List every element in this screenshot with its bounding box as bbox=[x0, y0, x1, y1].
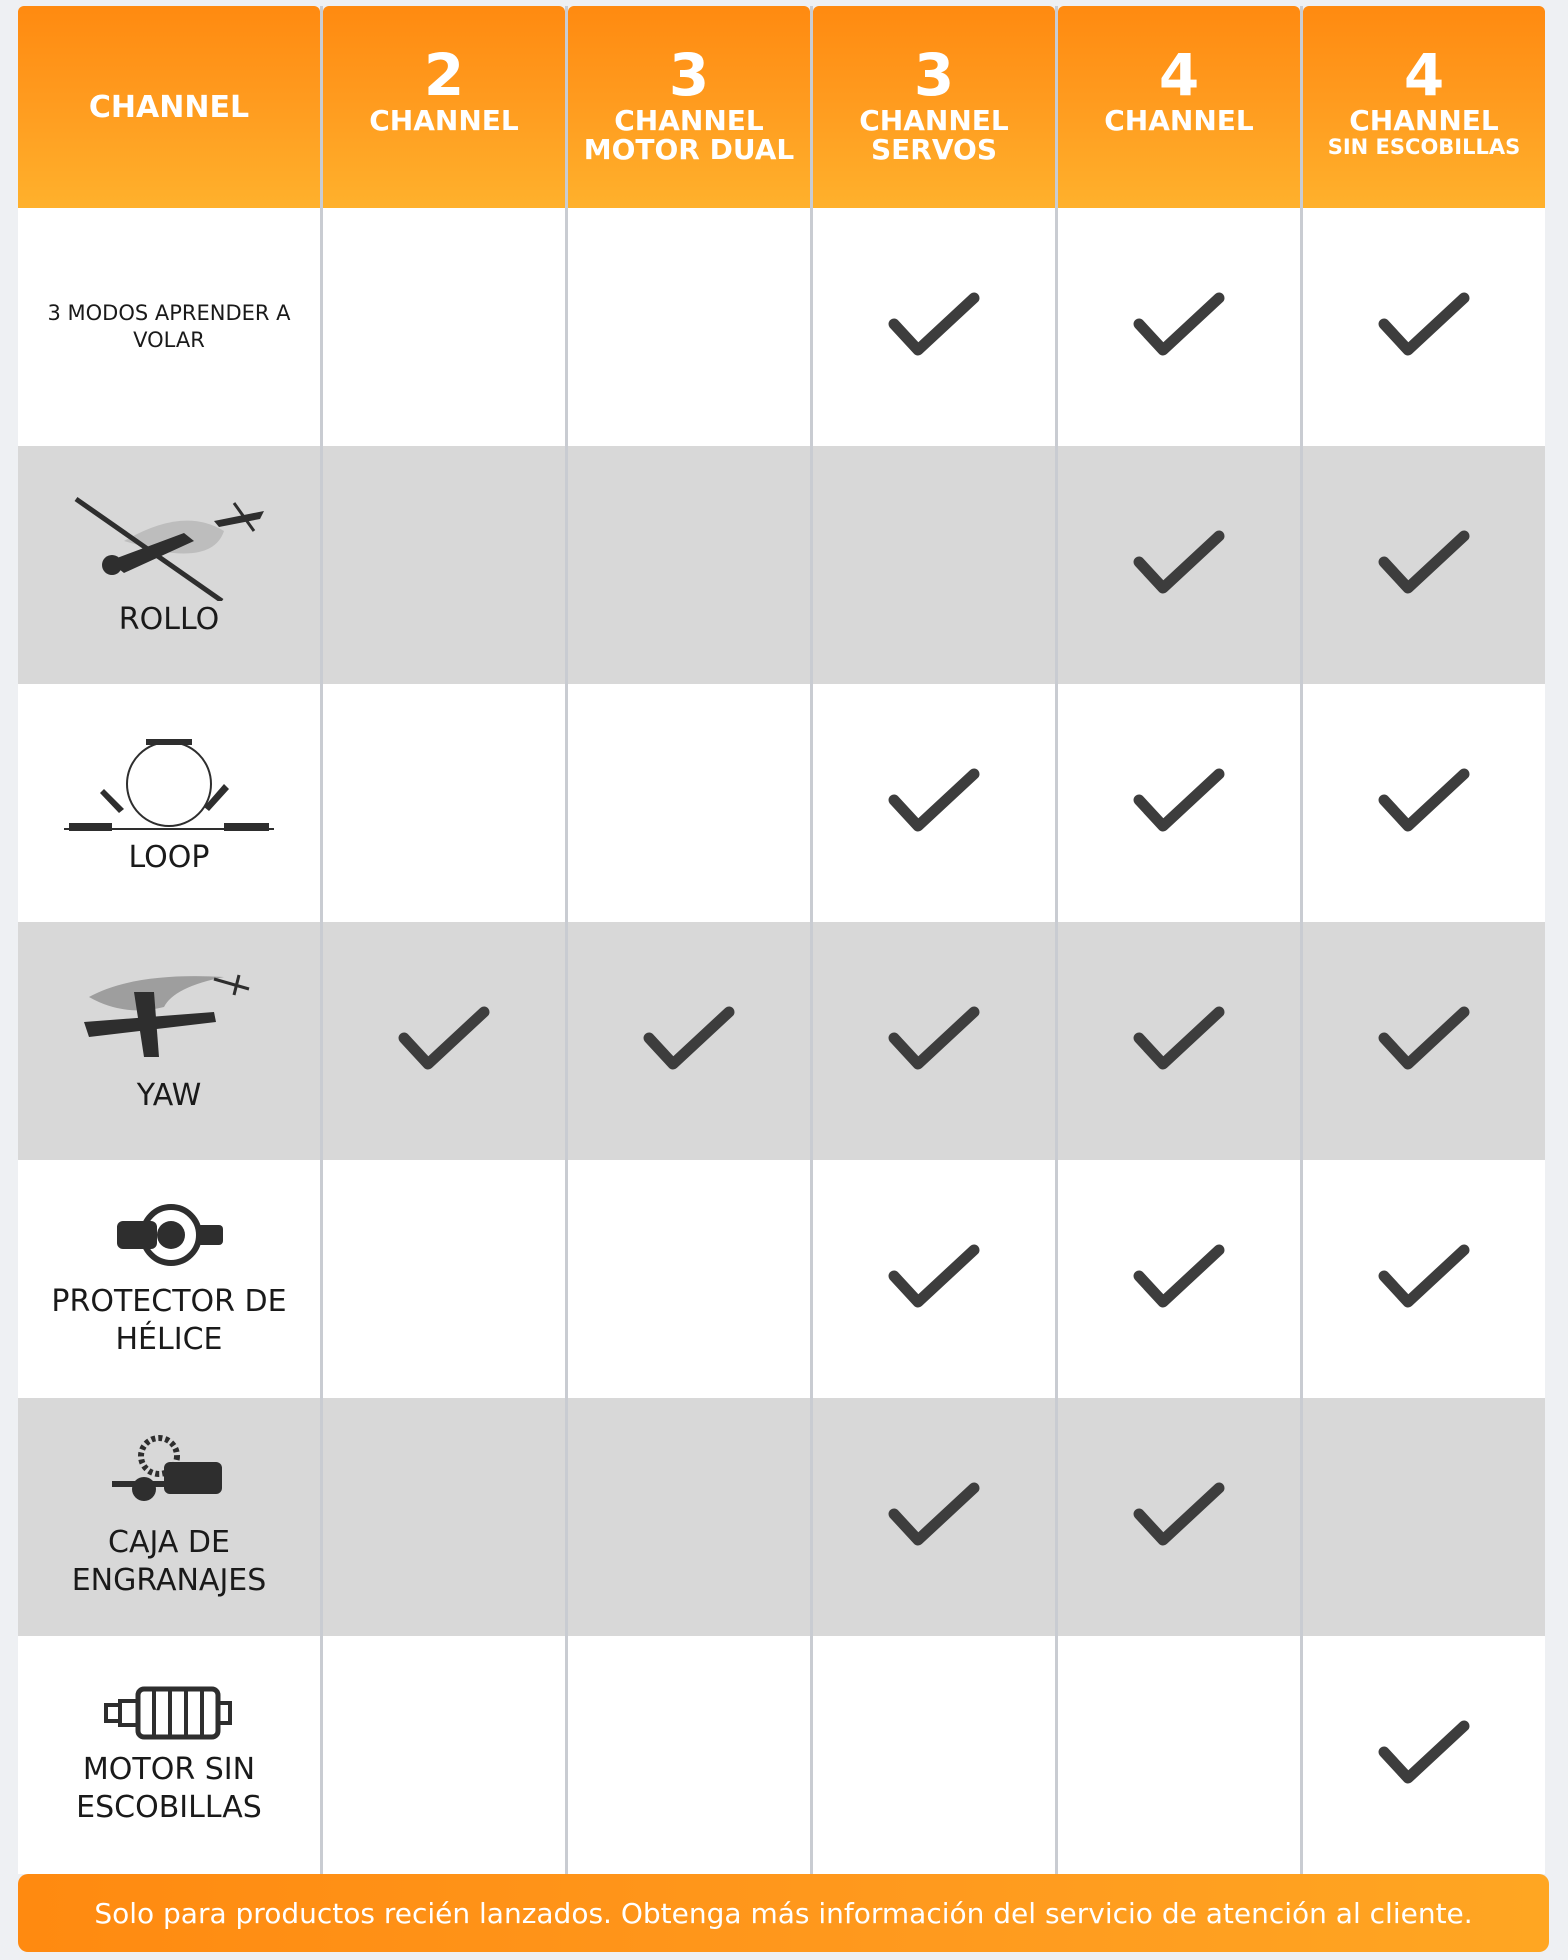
feature-cell bbox=[813, 922, 1055, 1160]
airplane-loop-icon bbox=[64, 729, 274, 839]
feature-cell bbox=[323, 446, 565, 684]
comparison-table bbox=[18, 6, 1549, 1885]
feature-cell bbox=[568, 1398, 810, 1636]
header-number: 3 bbox=[913, 41, 955, 109]
check-icon bbox=[643, 1006, 735, 1076]
feature-cell bbox=[813, 684, 1055, 922]
feature-cell bbox=[1303, 684, 1545, 922]
header-line1: CHANNEL bbox=[1349, 104, 1499, 137]
feature-cell bbox=[813, 1636, 1055, 1874]
feature-cell bbox=[568, 922, 810, 1160]
header-number: 3 bbox=[668, 41, 710, 109]
check-icon bbox=[888, 1482, 980, 1552]
feature-cell bbox=[813, 446, 1055, 684]
row-label-yaw bbox=[18, 922, 320, 1160]
feature-cell bbox=[568, 446, 810, 684]
feature-cell bbox=[813, 1398, 1055, 1636]
airplane-roll-icon bbox=[64, 491, 274, 601]
feature-cell bbox=[1303, 1160, 1545, 1398]
check-icon bbox=[1133, 1244, 1225, 1314]
feature-cell bbox=[1303, 1398, 1545, 1636]
check-icon bbox=[1133, 530, 1225, 600]
check-icon bbox=[1378, 1006, 1470, 1076]
feature-cell bbox=[323, 1398, 565, 1636]
check-icon bbox=[1378, 1244, 1470, 1314]
check-icon bbox=[888, 768, 980, 838]
feature-cell bbox=[568, 684, 810, 922]
check-icon bbox=[1378, 768, 1470, 838]
airplane-yaw-icon bbox=[64, 967, 274, 1077]
row-label-propeller-protector bbox=[18, 1160, 320, 1398]
header-channel-label: CHANNEL bbox=[88, 89, 250, 125]
feature-cell bbox=[1058, 1636, 1300, 1874]
feature-cell bbox=[323, 208, 565, 446]
feature-cell bbox=[1303, 922, 1545, 1160]
check-icon bbox=[1133, 292, 1225, 362]
feature-cell bbox=[1303, 446, 1545, 684]
feature-label: CAJA DE ENGRANAJES bbox=[71, 1525, 267, 1598]
feature-label: MOTOR SIN ESCOBILLAS bbox=[76, 1752, 262, 1825]
feature-cell bbox=[1058, 922, 1300, 1160]
check-icon bbox=[1378, 1720, 1470, 1790]
check-icon bbox=[1133, 768, 1225, 838]
header-number: 4 bbox=[1158, 41, 1200, 109]
feature-cell bbox=[1058, 208, 1300, 446]
feature-cell bbox=[1303, 208, 1545, 446]
header-line1: CHANNEL bbox=[859, 104, 1009, 137]
feature-cell bbox=[813, 1160, 1055, 1398]
header-col-1 bbox=[323, 6, 565, 208]
header-line2: SIN ESCOBILLAS bbox=[1327, 135, 1521, 159]
header-number: 4 bbox=[1403, 41, 1445, 109]
check-icon bbox=[1133, 1482, 1225, 1552]
feature-cell bbox=[813, 208, 1055, 446]
feature-cell bbox=[1058, 684, 1300, 922]
row-label-loop bbox=[18, 684, 320, 922]
header-line1: CHANNEL bbox=[614, 104, 764, 137]
check-icon bbox=[398, 1006, 490, 1076]
propeller-protector-icon bbox=[109, 1199, 229, 1269]
footer-note-banner bbox=[18, 1874, 1549, 1952]
header-col-2 bbox=[568, 6, 810, 208]
header-number: 2 bbox=[423, 41, 465, 109]
feature-label: LOOP bbox=[128, 840, 210, 875]
feature-label: PROTECTOR DE HÉLICE bbox=[51, 1284, 287, 1357]
check-icon bbox=[888, 1006, 980, 1076]
feature-cell bbox=[1303, 1636, 1545, 1874]
check-icon bbox=[1378, 530, 1470, 600]
feature-cell bbox=[1058, 1398, 1300, 1636]
feature-cell bbox=[568, 1636, 810, 1874]
feature-cell bbox=[323, 684, 565, 922]
brushless-motor-icon bbox=[104, 1683, 234, 1743]
feature-label: 3 MODOS APRENDER A VOLAR bbox=[47, 301, 291, 352]
header-col-3 bbox=[813, 6, 1055, 208]
check-icon bbox=[1378, 292, 1470, 362]
feature-label: ROLLO bbox=[118, 602, 220, 637]
check-icon bbox=[1133, 1006, 1225, 1076]
header-col-5 bbox=[1303, 6, 1545, 208]
feature-cell bbox=[568, 1160, 810, 1398]
header-line2: SERVOS bbox=[871, 133, 997, 166]
row-label-roll bbox=[18, 446, 320, 684]
feature-cell bbox=[1058, 1160, 1300, 1398]
feature-cell bbox=[568, 208, 810, 446]
feature-cell bbox=[323, 1636, 565, 1874]
header-channel bbox=[18, 6, 320, 208]
header-col-4 bbox=[1058, 6, 1300, 208]
row-label-brushless-motor bbox=[18, 1636, 320, 1874]
check-icon bbox=[888, 292, 980, 362]
gearbox-icon bbox=[104, 1434, 234, 1514]
feature-cell bbox=[1058, 446, 1300, 684]
header-line1: CHANNEL bbox=[1104, 104, 1254, 137]
footer-note: Solo para productos recién lanzados. Obtenga más información del servicio de atención al cliente. bbox=[94, 1896, 1473, 1930]
header-line2: MOTOR DUAL bbox=[583, 133, 795, 166]
check-icon bbox=[888, 1244, 980, 1314]
row-label-gearbox bbox=[18, 1398, 320, 1636]
header-line1: CHANNEL bbox=[369, 104, 519, 137]
feature-cell bbox=[323, 922, 565, 1160]
feature-cell bbox=[323, 1160, 565, 1398]
feature-label: YAW bbox=[136, 1078, 202, 1113]
row-label-learn-modes bbox=[18, 208, 320, 446]
